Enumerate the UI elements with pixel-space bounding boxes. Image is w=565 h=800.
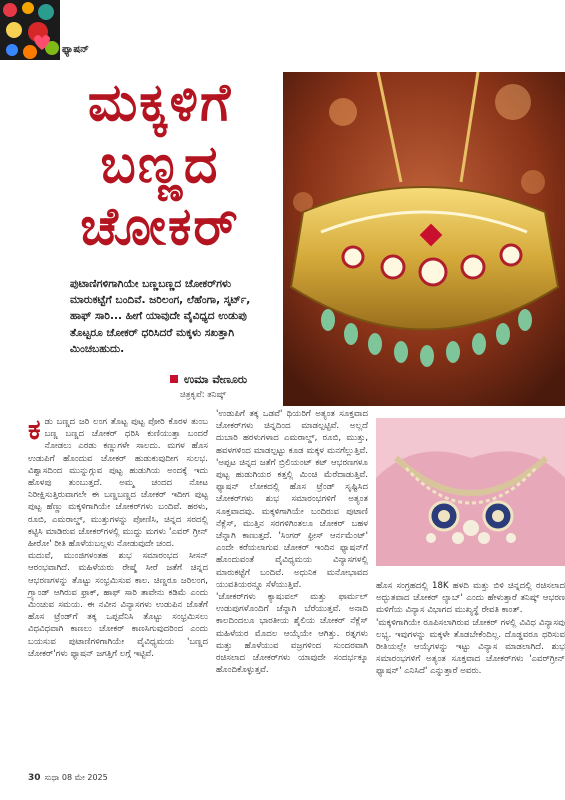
author-name: ಉಮಾ ವೇಣೂರು: [184, 373, 248, 386]
issue-info: ಸುಧಾ 08 ಮೇ 2025: [44, 773, 108, 782]
title-line-2: ಬಣ್ಣದ: [100, 134, 220, 195]
drop-cap: ಕ: [28, 413, 41, 446]
article-column-3: [376, 580, 565, 678]
title-line-1: ಮಕ್ಕಳಿಗೆ: [87, 72, 233, 133]
magazine-logo: [0, 0, 60, 60]
logo-graphic: [0, 0, 60, 60]
page-footer: [28, 773, 108, 783]
article-title: [40, 72, 280, 258]
paragraph: 'ಉಡುಪಿಗೆ ತಕ್ಕ ಒಡವೆ' ಥಿಯರಿಗೆ ಅತ್ಯಂತ ಸೂಕ್ತವಾದ ಚೋಕರ್‌ಗಳು ಚಿನ್ನದಿಂದ ಮಾಡಲ್ಪಟ್ಟಿವೆ. ಅಲ್ಲದೆ ದುಬಾರಿ ಹರಳುಗಳಾದ ಎಮರಾಲ್ಡ್, ರೂಬಿ, ಮುತ್ತು, ಹವಳಗಳಿಂದ ಮಾಡಲ್ಪಟ್ಟು ಕೂಡ ಮಕ್ಕಳ ಮನಗೆಲ್ಲುತ್ತಿವೆ. 'ಅಪ್ಪಟ ಚಿನ್ನದ ಜತೆಗೆ ಬ್ರಿಲಿಯಂಟ್ ಕಟ್ ಆಭರಣಗಳೂ ಪುಟ್ಟ ಹುಡುಗಿಯರ ಕತ್ತಲ್ಲಿ ಮಿಂಚಿ ಮೆರೆದಾಡುತ್ತಿವೆ. ಫ್ಯಾಷನ್ ಲೋಕದಲ್ಲಿ ಹೊಸ ಟ್ರೆಂಡ್ ಸೃಷ್ಟಿಸಿದ ಚೋಕರ್‌ಗಳು ಶುಭ ಸಮಾರಂಭಗಳಿಗೆ ಅತ್ಯಂತ ಸೂಕ್ತವಾದವು. ಮಕ್ಕಳಿಗಾಗಿಯೇ ಬಂದಿರುವ ಪುಟಾಣಿ ನೆಕ್ಲೆಸ್, ಮುತ್ತಿನ ಸರಗಳಿಗಿಂತಲೂ ಚೋಕರ್ ಬಹಳ ಚೆನ್ನಾಗಿ ಕಾಣುತ್ತದೆ. 'ಸಿಂಗರ್ ಫ್ರೀಸ್ ಆರ್ನಮೆಂಟ್' ಎಂದೇ ಕರೆಯಲಾಗುವ ಚೋಕರ್ ಇಂದಿನ ಫ್ಯಾಷನ್‌ಗೆ ಹೊಂದುವಂತೆ ವೈವಿಧ್ಯಮಯ ವಿನ್ಯಾಸಗಳಲ್ಲಿ ಮಾರುಕಟ್ಟೆಗೆ ಬಂದಿವೆ. ಅಧುನಿಕ ಮನೋಭಾವದ ಯುವತಿಯರನ್ನೂ ಸೆಳೆಯುತ್ತಿವೆ.: [216, 409, 368, 590]
photo-credit: ಚಿತ್ರಕೃಪೆ: ತನಿಷ್ಕ್: [180, 390, 226, 400]
article-column-2: [216, 408, 368, 676]
paragraph: 'ಮಕ್ಕಳಿಗಾಗಿಯೇ ರೂಪಿಸಲಾಗಿರುವ ಚೋಕರ್ ಗಳಲ್ಲಿ ವಿವಿಧ ವಿನ್ಯಾಸವು ಲಭ್ಯ. ಇವುಗಳನ್ನು ಮಕ್ಕಳೇ ತೊಡಬೇಕೆಂದಿಲ್ಲ. ದೊಡ್ಡವರೂ ಧರಿಸುವ ರೀತಿಯಲ್ಲೇ ಆಯ್ಕೆಗಳನ್ನು ಇಟ್ಟು ವಿನ್ಯಾಸ ಮಾಡಲಾಗಿದೆ. ಶುಭ ಸಮಾರಂಭಗಳಿಗೆ ಅತ್ಯಂತ ಸೂಕ್ತವಾದ ಚೋಕರ್‌ಗಳು 'ಎವರ್‌ಗ್ರೀನ್ ಫ್ಯಾಷನ್' ಎನಿಸಿದೆ' ಎನ್ನುತ್ತಾರೆ ಅವರು.: [376, 617, 565, 677]
byline-square-icon: [170, 375, 178, 383]
paragraph: ಮದುವೆ, ಮುಂಜಿಗಳಂತಹ ಶುಭ ಸಮಾರಂಭದ ಸೀಸನ್ ಆರಂಭವಾಗಿದೆ. ಮಹಿಳೆಯರು ರೇಷ್ಮೆ ಸೀರೆ ಜತೆಗೆ ಚಿನ್ನದ ಆಭರಣಗಳನ್ನು ತೊಟ್ಟು ಸಂಭ್ರಮಿಸುವ ಕಾಲ. ಚಿಣ್ಣರೂ ಜರಿಲಂಗ, ಗ್ರ್ಯಾಂಡ್ ಆಗಿರುವ ಫ್ರಾಕ್, ಹಾಫ್ ಸಾರಿ ತಾವೇನು ಕಡಿಮೆ ಎಂದು ಮಿಂಚುವ ಸಮಯ. ಈ ನವೀನ ವಿನ್ಯಾಸಗಳು ಉಡುಪಿನ ಜೊತೆಗೆ ಹೊಸ ಟ್ರೆಂಡ್‌ಗೆ ತಕ್ಕ ಒಪ್ಪವೆನಿಸಿ ತೊಟ್ಟು ಸಂಭ್ರಮಿಸಲು ವಿಧವಿಧವಾಗಿ ಕಾಣಲು ಚೋಕರ್ ಕಾಣಸಿಗುವುದರಿಂದ ಎಂದು ಬಯಸುವ ಪುಟಾಣಿಗಳಿಗಾಗಿಯೇ ವೈವಿಧ್ಯಮಯ 'ಬಣ್ಣದ ಚೋಕರ್'ಗಳು ಫ್ಯಾಷನ್ ಜಗತ್ತಿಗೆ ಲಗ್ಗೆ ಇಟ್ಟಿವೆ.: [28, 551, 208, 659]
byline: [170, 373, 247, 387]
paragraph: ಹೊಸ ಸಂಗ್ರಹದಲ್ಲಿ 18K ಹಳದಿ ಮತ್ತು ಬಿಳಿ ಚಿನ್ನದಲ್ಲಿ ರಚಿಸಲಾದ ಅದ್ಭುತವಾದ ಚೋಕರ್ ಲ್ಯಾಬ್' ಎಂದು ಹೇಳುತ್ತಾರೆ ತನಿಷ್ಕ್ ಆಭರಣ ಮಳಿಗೆಯ ವಿನ್ಯಾಸ ವಿಭಾಗದ ಮುಖ್ಯಸ್ಥೆ ರೇವತಿ ಕಾಂತ್.: [376, 581, 565, 616]
paragraph: 'ಚೋಕರ್‌ಗಳು ಕ್ಯಾಷುವಲ್ ಮತ್ತು ಫಾರ್ಮಲ್ ಉಡುಪುಗಳೊಂದಿಗೆ ಚೆನ್ನಾಗಿ ಬೆರೆಯುತ್ತವೆ. ಅನಾದಿ ಕಾಲದಿಂದಲೂ ಭಾರತೀಯ ಶೈಲಿಯ ಚೋಕರ್ ನೆಕ್ಲೆಸ್ ಮಹಿಳೆಯರ ಮೊದಲ ಆಯ್ಕೆಯೇ ಆಗಿತ್ತು. ರತ್ನಗಳು ಮತ್ತು ಹೊಳೆಯುವ ವಜ್ರಗಳಿಂದ ಸುಂದರವಾಗಿ ರಚಿಸಲಾದ ಚೋಕರ್‌ಗಳು ಯಾವುದೇ ಸಂದರ್ಭಕ್ಕೂ ಹೊಂದಿಕೊಳ್ಳುತ್ತವೆ.: [216, 592, 368, 676]
pearl-choker-illustration: [376, 418, 565, 566]
paragraph: [28, 413, 208, 550]
necklace-illustration: [283, 72, 565, 406]
lead-paragraph: ಪುಟಾಣಿಗಳಿಗಾಗಿಯೇ ಬಣ್ಣಬಣ್ಣದ ಚೋಕರ್‌ಗಳು ಮಾರುಕಟ್ಟೆಗೆ ಬಂದಿವೆ. ಜರಿಲಂಗ, ಲೆಹೆಂಗಾ, ಸ್ಕರ್ಟ್, ಹಾಫ್ ಸಾರಿ... ಹೀಗೆ ಯಾವುದೇ ವೈವಿಧ್ಯದ ಉಡುಪು ತೊಟ್ಟರೂ ಚೋಕರ್ ಧರಿಸಿದರೆ ಮಕ್ಕಳು ಸಖತ್ತಾಗಿ ಮಿಂಚಬಹುದು.: [70, 278, 251, 355]
article-column-1: [28, 413, 208, 660]
section-label: ಫ್ಯಾಷನ್: [62, 44, 89, 55]
choker-inset-photo: [376, 418, 565, 566]
paragraph-text: ಡು ಬಣ್ಣದ ಜರಿ ಲಂಗ ತೊಟ್ಟ ಪುಟ್ಟ ಪೋರಿ ಕೊರಳ ತುಂಬ ಬಣ್ಣ ಬಣ್ಣದ ಚೋಕರ್ ಧರಿಸಿ ಕುಣಿಯುತ್ತಾ ಬಂದರೆ ನೋಡಲು ಎರಡು ಕಣ್ಣುಗಳೇ ಸಾಲದು. ಮಗಳ ಹೊಸ ಉಡುಪಿಗೆ ಹೊಂದುವ ಚೋಕರ್ ಹುಡುಕುವುದೀಗ ಸುಲಭ. ವಿಶ್ವಾಸದಿಂದ ಮುನ್ನುಗ್ಗುವ ಪುಟ್ಟ ಹುಡುಗಿಯ ಅಂದಕ್ಕೆ ಇದು ಹೊಳಪು ತುಂಬುತ್ತದೆ. ಅಮ್ಮ ಚಂದದ ನೋಟ ನಿರೀಕ್ಷಿಸುತ್ತಿರುವಾಗಲೇ ಈ ಬಣ್ಣಬಣ್ಣದ ಚೋಕರ್ ಇದೀಗ ಪುಟ್ಟ ಪುಟ್ಟ ಹೆಣ್ಣು ಮಕ್ಕಳಿಗಾಗಿಯೇ ಚೋಕರ್‌ಗಳು ಬಂದಿವೆ. ಹರಳು, ರೂಬಿ, ಎಮರಾಲ್ಡ್, ಮುತ್ತುಗಳನ್ನು ಪೋಣಿಸಿ, ಚಿನ್ನದ ಸರದಲ್ಲಿ ಕಟ್ಟಿಸಿ ಮಾಡಿರುವ ಚೋಕರ್‌ಗಳಲ್ಲಿ ಮುದ್ದು ಮಗಳು 'ಎವರ್ ಗ್ರೀನ್ ಹೀರೋ' ರೀತಿ ಹೊಳೆಯಬಲ್ಲಳು ನೋಡುವುದೇ ಚಂದ.: [28, 417, 208, 550]
choker-main-photo: [283, 72, 565, 406]
title-line-3: ಚೋಕರ್: [80, 196, 240, 257]
page-number: 30: [28, 773, 41, 783]
